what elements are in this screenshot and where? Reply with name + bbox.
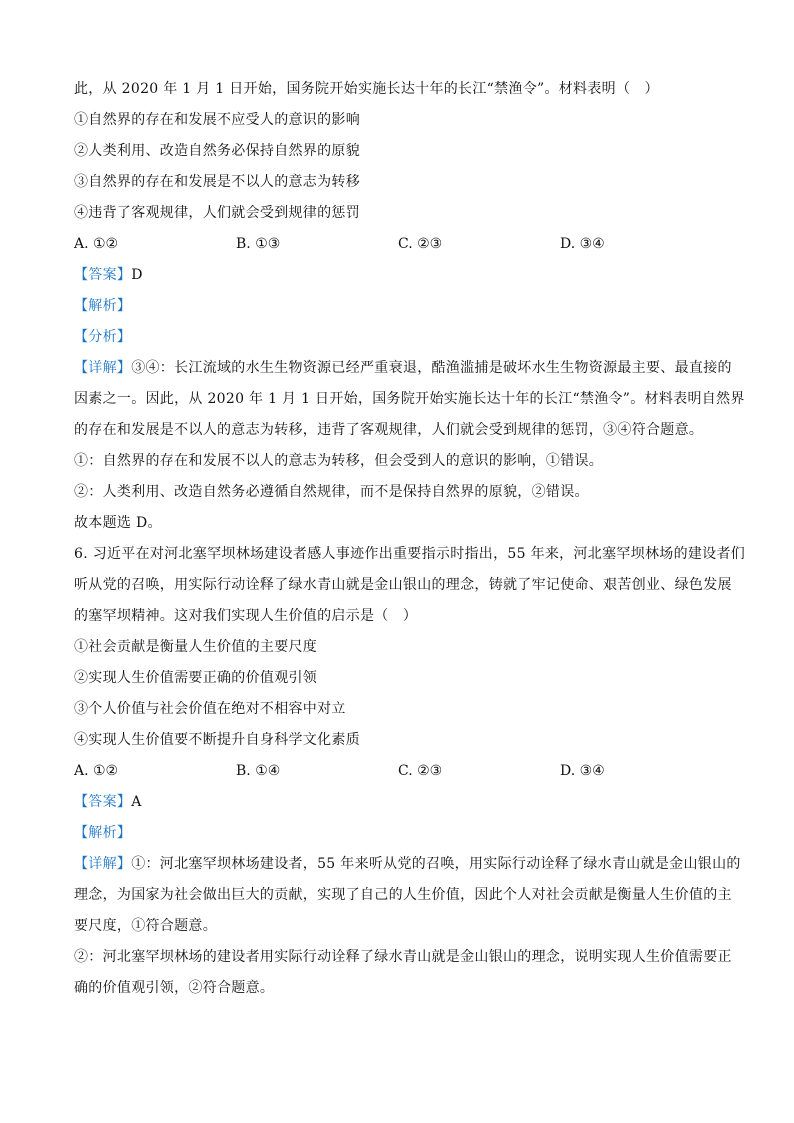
q6-answer	[74, 787, 724, 818]
q5-detail-4: ①：自然界的存在和发展不以人的意志为转移，但会受到人的意识的影响，①错误。	[74, 453, 604, 469]
q5-statement-1: ①自然界的存在和发展不应受人的意识的影响	[74, 112, 360, 128]
q5-option-d: D. ③④	[560, 236, 605, 252]
q6-statement-3: ③个人价值与社会价值在绝对不相容中对立	[74, 701, 346, 717]
q5-option-c: C. ②③	[398, 236, 443, 252]
q6-detail-2: 理念，为国家为社会做出巨大的贡献，实现了自己的人生价值，因此个人对社会贡献是衡量人生价值的主	[74, 887, 732, 903]
q5-detail-5: ②：人类利用、改造自然务必遵循自然规律，而不是保持自然界的原貌，②错误。	[74, 484, 589, 500]
q5-analysis	[74, 291, 724, 322]
q5-detail-label: 【详解】	[74, 360, 132, 376]
q6-detail-label: 【详解】	[74, 856, 132, 872]
q5-fenxi	[74, 322, 724, 353]
q5-stem: 此，从 2020 年 1 月 1 日开始，国务院开始实施长达十年的长江“禁渔令”。材料表明（ ）	[74, 81, 659, 97]
q6-option-d: D. ③④	[560, 763, 605, 779]
q6-stem-3: 的塞罕坝精神。这对我们实现人生价值的启示是（ ）	[74, 608, 418, 624]
q6-detail-text-1: ①：河北塞罕坝林场建设者，55 年来听从党的召唤，用实际行动诠释了绿水青山就是金山银山的	[131, 856, 741, 872]
q5-option-b: B. ①③	[236, 236, 281, 252]
q6-analysis	[74, 818, 724, 849]
q6-detail-5: 确的价值观引领，②符合题意。	[74, 980, 275, 996]
q6-options	[74, 756, 724, 787]
q5-fenxi-label: 【分析】	[74, 329, 132, 345]
q5-detail-3: 的存在和发展是不以人的意志为转移，违背了客观规律，人们就会受到规律的惩罚，③④符合题意。	[74, 422, 704, 438]
q5-answer	[74, 260, 724, 291]
q5-detail-text-1: ③④：长江流域的水生生物资源已经严重衰退，酷渔滥捕是破坏水生生物资源最主要、最直接的	[131, 360, 732, 376]
q6-answer-value: A	[131, 794, 142, 810]
q6-detail-4: ②：河北塞罕坝林场的建设者用实际行动诠释了绿水青山就是金山银山的理念，说明实现人生价值需要正	[74, 949, 732, 965]
q5-option-a: A. ①②	[74, 236, 119, 252]
q6-analysis-label: 【解析】	[74, 825, 132, 841]
q6-option-b: B. ①④	[236, 763, 281, 779]
q5-statement-4: ④违背了客观规律，人们就会受到规律的惩罚	[74, 205, 360, 221]
document-content	[74, 74, 746, 1004]
q5-detail-6: 故本题选 D。	[74, 515, 162, 531]
q5-answer-label: 【答案】	[74, 267, 132, 283]
q6-statement-2: ②实现人生价值需要正确的价值观引领	[74, 670, 318, 686]
q5-statement-2: ②人类利用、改造自然务必保持自然界的原貌	[74, 143, 360, 159]
q5-answer-value: D	[131, 267, 143, 283]
q6-stem-1: 6. 习近平在对河北塞罕坝林场建设者感人事迹作出重要指示时指出，55 年来，河北塞罕坝林场的建设者们	[74, 546, 746, 562]
q6-statement-1: ①社会贡献是衡量人生价值的主要尺度	[74, 639, 318, 655]
q6-detail-1	[74, 849, 741, 880]
q6-option-c: C. ②③	[398, 763, 443, 779]
q5-detail-2: 因素之一。因此，从 2020 年 1 月 1 日开始，国务院开始实施长达十年的长江“禁渔令”。材料表明自然界	[74, 391, 745, 407]
q6-option-a: A. ①②	[74, 763, 119, 779]
q6-answer-label: 【答案】	[74, 794, 132, 810]
q5-analysis-label: 【解析】	[74, 298, 132, 314]
q5-statement-3: ③自然界的存在和发展是不以人的意志为转移	[74, 174, 360, 190]
q5-detail-1	[74, 353, 732, 384]
q6-statement-4: ④实现人生价值要不断提升自身科学文化素质	[74, 732, 360, 748]
q6-stem-2: 听从党的召唤，用实际行动诠释了绿水青山就是金山银山的理念，铸就了牢记使命、艰苦创业、绿色发展	[74, 577, 732, 593]
q5-options	[74, 229, 724, 260]
q6-detail-3: 要尺度，①符合题意。	[74, 918, 217, 934]
